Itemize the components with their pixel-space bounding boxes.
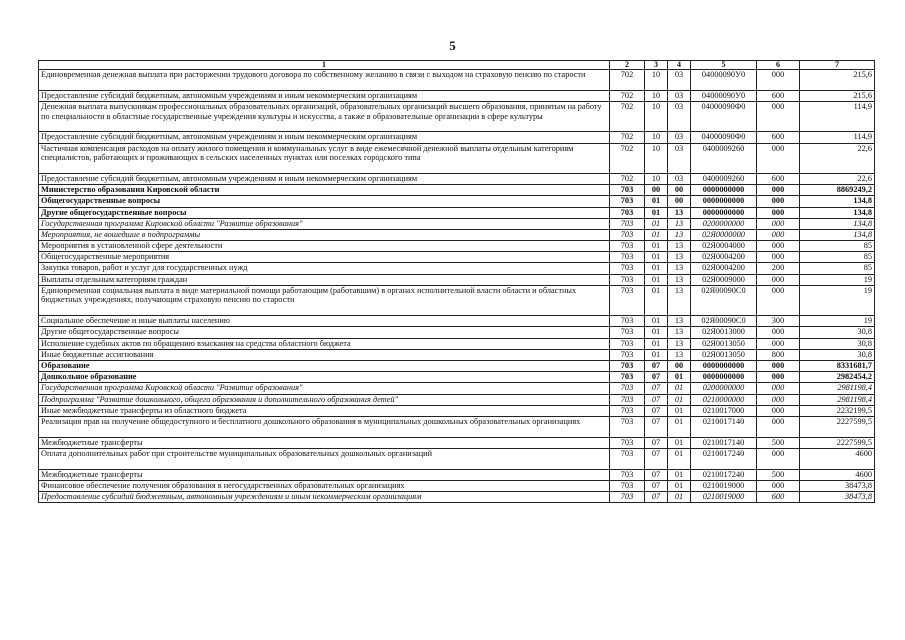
column-header: 4 — [668, 61, 691, 70]
row-code-type: 000 — [757, 252, 800, 263]
row-code-ministry: 703 — [610, 349, 645, 360]
row-code-type: 000 — [757, 448, 800, 469]
row-code-ministry: 703 — [610, 263, 645, 274]
table-row — [39, 492, 875, 503]
row-code-target: 0210017140 — [691, 437, 757, 448]
table-row — [39, 405, 875, 416]
row-code-subsection: 13 — [668, 252, 691, 263]
row-name: Общегосударственные мероприятия — [39, 252, 610, 263]
row-code-section: 01 — [645, 252, 668, 263]
table-row — [39, 437, 875, 448]
table-row — [39, 416, 875, 437]
row-code-target: 02Я00090С0 — [691, 285, 757, 315]
row-code-subsection: 01 — [668, 448, 691, 469]
row-name: Предоставление субсидий бюджетным, автономным учреждениям и иным некоммерческим организациям — [39, 132, 610, 143]
row-code-target: 0200000000 — [691, 383, 757, 394]
row-code-section: 07 — [645, 372, 668, 383]
row-code-type: 000 — [757, 285, 800, 315]
row-code-ministry: 702 — [610, 143, 645, 173]
row-code-ministry: 703 — [610, 338, 645, 349]
table-row — [39, 90, 875, 101]
row-code-subsection: 00 — [668, 360, 691, 371]
row-code-section: 07 — [645, 480, 668, 491]
row-sum: 114,9 — [800, 101, 875, 131]
row-name: Общегосударственные вопросы — [39, 196, 610, 207]
row-code-type: 000 — [757, 143, 800, 173]
row-sum: 30,8 — [800, 338, 875, 349]
row-name: Предоставление субсидий бюджетным, автономным учреждениям и иным некоммерческим организациям — [39, 90, 610, 101]
table-row — [39, 207, 875, 218]
row-name: Межбюджетные трансферты — [39, 469, 610, 480]
row-code-type: 000 — [757, 405, 800, 416]
row-code-ministry: 703 — [610, 285, 645, 315]
row-sum: 2227599,5 — [800, 416, 875, 437]
column-header: 2 — [610, 61, 645, 70]
row-sum: 85 — [800, 263, 875, 274]
row-code-type: 500 — [757, 469, 800, 480]
row-code-type: 000 — [757, 338, 800, 349]
row-code-target: 0000000000 — [691, 185, 757, 196]
row-name: Межбюджетные трансферты — [39, 437, 610, 448]
row-code-target: 0210017000 — [691, 405, 757, 416]
row-code-subsection: 13 — [668, 218, 691, 229]
row-name: Денежная выплата выпускникам профессиональных образовательных организаций, образовательных организаций высшего образования, принятым на работу по специальности в областные государственные учреждения культуры и искусства, а также в образовательные организации в сфере культуры — [39, 101, 610, 131]
row-code-subsection: 01 — [668, 469, 691, 480]
row-sum: 19 — [800, 285, 875, 315]
row-code-section: 01 — [645, 207, 668, 218]
row-code-ministry: 703 — [610, 437, 645, 448]
row-code-subsection: 01 — [668, 492, 691, 503]
row-code-subsection: 13 — [668, 207, 691, 218]
row-code-ministry: 703 — [610, 241, 645, 252]
row-code-target: 0210000000 — [691, 394, 757, 405]
row-code-target: 02Я0013050 — [691, 338, 757, 349]
row-code-subsection: 01 — [668, 394, 691, 405]
row-name: Другие общегосударственные вопросы — [39, 207, 610, 218]
row-sum: 2232199,5 — [800, 405, 875, 416]
row-code-target: 02Я0004200 — [691, 263, 757, 274]
column-header: 3 — [645, 61, 668, 70]
row-code-ministry: 703 — [610, 207, 645, 218]
table-row — [39, 383, 875, 394]
table-row — [39, 218, 875, 229]
row-code-subsection: 03 — [668, 90, 691, 101]
table-row — [39, 316, 875, 327]
row-code-target: 0400009260 — [691, 143, 757, 173]
row-sum: 215,6 — [800, 70, 875, 91]
row-code-ministry: 703 — [610, 218, 645, 229]
table-row — [39, 132, 875, 143]
row-code-ministry: 703 — [610, 469, 645, 480]
row-code-target: 0210017240 — [691, 469, 757, 480]
row-code-subsection: 03 — [668, 70, 691, 91]
row-code-section: 01 — [645, 241, 668, 252]
row-code-subsection: 13 — [668, 229, 691, 240]
row-code-ministry: 702 — [610, 70, 645, 91]
row-code-type: 000 — [757, 218, 800, 229]
row-code-ministry: 703 — [610, 360, 645, 371]
table-row — [39, 185, 875, 196]
row-code-section: 01 — [645, 338, 668, 349]
row-code-ministry: 703 — [610, 416, 645, 437]
table-row — [39, 469, 875, 480]
row-sum: 2981198,4 — [800, 383, 875, 394]
row-code-subsection: 13 — [668, 263, 691, 274]
row-code-type: 000 — [757, 101, 800, 131]
column-header: 1 — [39, 61, 610, 70]
row-name: Реализация прав на получение общедоступного и бесплатного дошкольного образования в муниципальных дошкольных образовательных организациях — [39, 416, 610, 437]
row-code-section: 01 — [645, 218, 668, 229]
row-code-type: 000 — [757, 207, 800, 218]
row-sum: 8331681,7 — [800, 360, 875, 371]
row-code-type: 800 — [757, 349, 800, 360]
row-code-type: 000 — [757, 480, 800, 491]
row-name: Закупка товаров, работ и услуг для государственных нужд — [39, 263, 610, 274]
row-sum: 30,8 — [800, 349, 875, 360]
row-name: Государственная программа Кировской области "Развитие образования" — [39, 383, 610, 394]
row-code-section: 01 — [645, 316, 668, 327]
row-code-section: 07 — [645, 492, 668, 503]
row-code-type: 000 — [757, 383, 800, 394]
row-sum: 22,6 — [800, 143, 875, 173]
row-name: Дошкольное образование — [39, 372, 610, 383]
row-sum: 134,8 — [800, 229, 875, 240]
row-code-subsection: 13 — [668, 285, 691, 315]
row-code-section: 01 — [645, 327, 668, 338]
row-name: Частичная компенсация расходов на оплату жилого помещения и коммунальных услуг в виде ежемесячной денежной выплаты отдельным категориям специалистов, работающих и проживающих в сельских населенных пунктах или поселках городского типа — [39, 143, 610, 173]
row-code-type: 600 — [757, 492, 800, 503]
row-code-type: 000 — [757, 394, 800, 405]
row-code-target: 02Я0013050 — [691, 349, 757, 360]
row-code-ministry: 703 — [610, 327, 645, 338]
row-code-type: 600 — [757, 173, 800, 184]
row-code-subsection: 01 — [668, 405, 691, 416]
row-code-target: 02Я0004200 — [691, 252, 757, 263]
table-row — [39, 196, 875, 207]
row-name: Другие общегосударственные вопросы — [39, 327, 610, 338]
row-code-subsection: 01 — [668, 480, 691, 491]
column-header: 7 — [800, 61, 875, 70]
row-sum: 38473,8 — [800, 480, 875, 491]
column-header: 6 — [757, 61, 800, 70]
row-sum: 19 — [800, 316, 875, 327]
row-code-type: 000 — [757, 70, 800, 91]
row-code-section: 07 — [645, 469, 668, 480]
row-name: Предоставление субсидий бюджетным, автономным учреждениям и иным некоммерческим организациям — [39, 492, 610, 503]
row-code-target: 02Я0004000 — [691, 241, 757, 252]
row-sum: 114,9 — [800, 132, 875, 143]
row-code-target: 04000090Ф0 — [691, 101, 757, 131]
row-code-ministry: 703 — [610, 448, 645, 469]
row-code-target: 0000000000 — [691, 372, 757, 383]
table-row — [39, 274, 875, 285]
row-code-ministry: 703 — [610, 492, 645, 503]
table-row — [39, 173, 875, 184]
row-code-ministry: 702 — [610, 90, 645, 101]
row-sum: 2982454,2 — [800, 372, 875, 383]
row-code-subsection: 13 — [668, 241, 691, 252]
row-name: Социальное обеспечение и иные выплаты населению — [39, 316, 610, 327]
row-code-subsection: 00 — [668, 185, 691, 196]
row-name: Оплата дополнительных работ при строительстве муниципальных образовательных дошкольных организаций — [39, 448, 610, 469]
row-code-type: 600 — [757, 90, 800, 101]
row-code-subsection: 03 — [668, 173, 691, 184]
row-code-type: 000 — [757, 229, 800, 240]
row-name: Единовременная социальная выплата в виде материальной помощи работающим (работавшим) в органах исполнительной власти области и областных бюджетных учреждениях, получающим страховую пенсию по старости — [39, 285, 610, 315]
table-row — [39, 143, 875, 173]
row-name: Иные бюджетные ассигнования — [39, 349, 610, 360]
row-sum: 2227599,5 — [800, 437, 875, 448]
row-code-section: 01 — [645, 229, 668, 240]
row-name: Единовременная денежная выплата при расторжении трудового договора по собственному желанию в связи с выходом на страховую пенсию по старости — [39, 70, 610, 91]
row-name: Образование — [39, 360, 610, 371]
row-code-target: 02Я0009000 — [691, 274, 757, 285]
page-number: 5 — [449, 38, 456, 53]
row-name: Выплаты отдельным категориям граждан — [39, 274, 610, 285]
row-code-subsection: 03 — [668, 101, 691, 131]
row-sum: 85 — [800, 241, 875, 252]
row-code-type: 200 — [757, 263, 800, 274]
row-code-section: 07 — [645, 448, 668, 469]
row-code-subsection: 01 — [668, 383, 691, 394]
row-code-target: 02Я0000000 — [691, 229, 757, 240]
row-code-section: 10 — [645, 90, 668, 101]
row-code-subsection: 13 — [668, 327, 691, 338]
row-sum: 2981198,4 — [800, 394, 875, 405]
row-code-target: 02Я00090С0 — [691, 316, 757, 327]
row-name: Мероприятия в установленной сфере деятельности — [39, 241, 610, 252]
row-code-target: 0200000000 — [691, 218, 757, 229]
row-code-ministry: 703 — [610, 372, 645, 383]
row-sum: 4600 — [800, 448, 875, 469]
row-code-section: 10 — [645, 101, 668, 131]
row-sum: 19 — [800, 274, 875, 285]
table-row — [39, 252, 875, 263]
row-code-section: 10 — [645, 143, 668, 173]
row-code-ministry: 702 — [610, 132, 645, 143]
row-code-section: 01 — [645, 263, 668, 274]
table-row — [39, 70, 875, 91]
row-code-target: 0210019000 — [691, 492, 757, 503]
row-code-ministry: 703 — [610, 480, 645, 491]
row-code-subsection: 03 — [668, 143, 691, 173]
row-code-type: 600 — [757, 132, 800, 143]
row-code-type: 000 — [757, 196, 800, 207]
row-code-type: 000 — [757, 185, 800, 196]
row-code-target: 0210019000 — [691, 480, 757, 491]
row-code-target: 0210017240 — [691, 448, 757, 469]
row-name: Иные межбюджетные трансферты из областного бюджета — [39, 405, 610, 416]
row-code-subsection: 13 — [668, 316, 691, 327]
row-code-ministry: 703 — [610, 274, 645, 285]
column-header: 5 — [691, 61, 757, 70]
table-row — [39, 241, 875, 252]
row-code-subsection: 03 — [668, 132, 691, 143]
row-name: Финансовое обеспечение получения образования в негосударственных образовательных организациях — [39, 480, 610, 491]
row-code-ministry: 703 — [610, 405, 645, 416]
row-code-section: 07 — [645, 394, 668, 405]
table-row — [39, 480, 875, 491]
row-code-ministry: 703 — [610, 185, 645, 196]
row-code-type: 000 — [757, 372, 800, 383]
row-code-section: 01 — [645, 285, 668, 315]
row-sum: 22,6 — [800, 173, 875, 184]
row-name: Подпрограмма "Развитие дошкольного, общего образования и дополнительного образования детей" — [39, 394, 610, 405]
row-code-section: 10 — [645, 70, 668, 91]
row-code-target: 02Я0013000 — [691, 327, 757, 338]
row-sum: 85 — [800, 252, 875, 263]
row-code-type: 500 — [757, 437, 800, 448]
table-row — [39, 263, 875, 274]
row-sum: 134,8 — [800, 218, 875, 229]
row-sum: 38473,8 — [800, 492, 875, 503]
row-code-target: 0000000000 — [691, 207, 757, 218]
table-row — [39, 101, 875, 131]
row-name: Исполнение судебных актов по обращению взыскания на средства областного бюджета — [39, 338, 610, 349]
row-code-type: 000 — [757, 274, 800, 285]
row-code-section: 07 — [645, 405, 668, 416]
row-code-type: 000 — [757, 327, 800, 338]
row-code-section: 10 — [645, 173, 668, 184]
row-code-section: 01 — [645, 349, 668, 360]
row-code-section: 07 — [645, 416, 668, 437]
row-code-section: 00 — [645, 185, 668, 196]
table-row — [39, 394, 875, 405]
row-code-target: 04000090Ф0 — [691, 132, 757, 143]
row-sum: 8869249,2 — [800, 185, 875, 196]
row-sum: 134,8 — [800, 196, 875, 207]
row-code-section: 07 — [645, 437, 668, 448]
row-sum: 4600 — [800, 469, 875, 480]
row-code-section: 07 — [645, 383, 668, 394]
row-code-type: 300 — [757, 316, 800, 327]
row-code-section: 10 — [645, 132, 668, 143]
row-code-section: 01 — [645, 274, 668, 285]
row-code-subsection: 01 — [668, 437, 691, 448]
row-code-target: 0210017140 — [691, 416, 757, 437]
row-code-ministry: 703 — [610, 394, 645, 405]
row-code-target: 0000000000 — [691, 360, 757, 371]
row-sum: 215,6 — [800, 90, 875, 101]
row-name: Министерство образования Кировской области — [39, 185, 610, 196]
row-code-target: 04000090У0 — [691, 90, 757, 101]
table-row — [39, 338, 875, 349]
row-code-subsection: 13 — [668, 338, 691, 349]
row-code-ministry: 703 — [610, 316, 645, 327]
row-code-type: 000 — [757, 416, 800, 437]
table-row — [39, 372, 875, 383]
row-code-ministry: 703 — [610, 229, 645, 240]
row-code-ministry: 703 — [610, 196, 645, 207]
row-code-section: 07 — [645, 360, 668, 371]
row-sum: 30,8 — [800, 327, 875, 338]
table-body — [39, 70, 875, 503]
row-code-ministry: 703 — [610, 383, 645, 394]
table-row — [39, 349, 875, 360]
row-name: Государственная программа Кировской области "Развитие образования" — [39, 218, 610, 229]
row-code-section: 01 — [645, 196, 668, 207]
row-name: Предоставление субсидий бюджетным, автономным учреждениям и иным некоммерческим организациям — [39, 173, 610, 184]
row-code-target: 0000000000 — [691, 196, 757, 207]
row-code-ministry: 703 — [610, 252, 645, 263]
table-row — [39, 285, 875, 315]
row-sum: 134,8 — [800, 207, 875, 218]
row-code-ministry: 702 — [610, 173, 645, 184]
row-name: Мероприятия, не вошедшие в подпрограммы — [39, 229, 610, 240]
row-code-target: 04000090У0 — [691, 70, 757, 91]
row-code-type: 000 — [757, 241, 800, 252]
table-row — [39, 360, 875, 371]
header-row — [39, 61, 875, 70]
row-code-type: 000 — [757, 360, 800, 371]
row-code-target: 0400009260 — [691, 173, 757, 184]
row-code-subsection: 01 — [668, 372, 691, 383]
table-row — [39, 327, 875, 338]
row-code-subsection: 13 — [668, 274, 691, 285]
budget-table — [38, 60, 875, 503]
row-code-subsection: 00 — [668, 196, 691, 207]
row-code-subsection: 01 — [668, 416, 691, 437]
row-code-ministry: 702 — [610, 101, 645, 131]
table-row — [39, 229, 875, 240]
table-row — [39, 448, 875, 469]
row-code-subsection: 13 — [668, 349, 691, 360]
